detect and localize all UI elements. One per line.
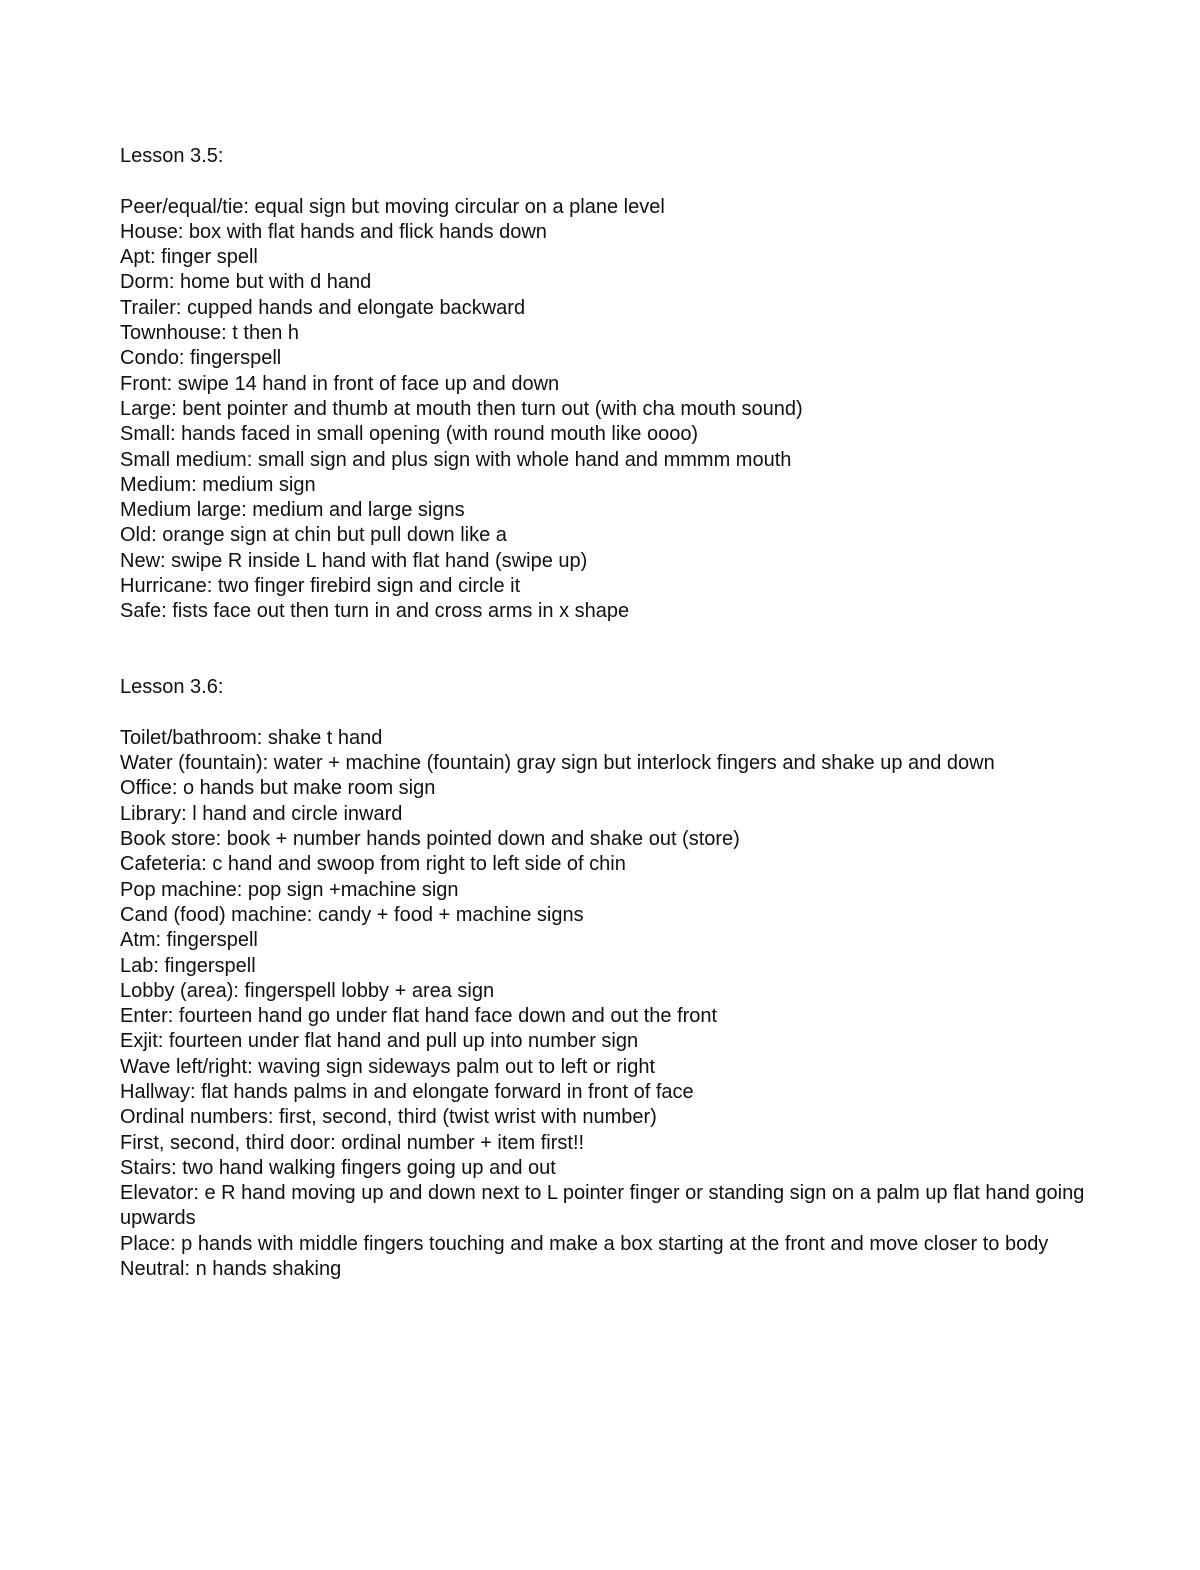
- entry-list: [120, 726, 1120, 1283]
- list-item: Elevator: e R hand moving up and down next to L pointer finger or standing sign on a palm up flat hand going upwards: [120, 1182, 1085, 1230]
- list-item: Old: orange sign at chin but pull down like a: [120, 524, 507, 547]
- list-item: Place: p hands with middle fingers touching and make a box starting at the front and move closer to body: [120, 1232, 1049, 1255]
- list-item: Stairs: two hand walking fingers going up and out: [120, 1156, 556, 1179]
- entry-list: [120, 195, 1120, 625]
- blank-line: [120, 169, 1120, 194]
- list-item: Toilet/bathroom: shake t hand: [120, 726, 383, 749]
- list-item: Apt: finger spell: [120, 246, 258, 269]
- list-item: Large: bent pointer and thumb at mouth then turn out (with cha mouth sound): [120, 397, 803, 420]
- list-item: Ordinal numbers: first, second, third (twist wrist with number): [120, 1106, 657, 1129]
- list-item: Trailer: cupped hands and elongate backward: [120, 296, 526, 319]
- list-item: Cafeteria: c hand and swoop from right to left side of chin: [120, 853, 626, 876]
- list-item: Neutral: n hands shaking: [120, 1258, 342, 1281]
- lesson-section: [120, 144, 1120, 625]
- list-item: Medium: medium sign: [120, 473, 316, 496]
- list-item: Peer/equal/tie: equal sign but moving circular on a plane level: [120, 195, 665, 218]
- list-item: Book store: book + number hands pointed down and shake out (store): [120, 828, 740, 851]
- list-item: Wave left/right: waving sign sideways palm out to left or right: [120, 1055, 656, 1078]
- list-item: Condo: fingerspell: [120, 347, 282, 370]
- list-item: Hallway: flat hands palms in and elongate forward in front of face: [120, 1080, 694, 1103]
- blank-line: [120, 701, 1120, 726]
- list-item: First, second, third door: ordinal number + item first!!: [120, 1131, 585, 1154]
- list-item: Exjit: fourteen under flat hand and pull up into number sign: [120, 1030, 639, 1053]
- list-item: Cand (food) machine: candy + food + machine signs: [120, 903, 584, 926]
- document-page: [120, 144, 1120, 1282]
- list-item: Enter: fourteen hand go under flat hand face down and out the front: [120, 1005, 718, 1028]
- lesson-section: [120, 675, 1120, 1282]
- list-item: Front: swipe 14 hand in front of face up and down: [120, 372, 560, 395]
- list-item: Townhouse: t then h: [120, 322, 300, 345]
- list-item: Library: l hand and circle inward: [120, 802, 403, 825]
- blank-lines: [120, 625, 1120, 676]
- list-item: Office: o hands but make room sign: [120, 777, 436, 800]
- list-item: House: box with flat hands and flick hands down: [120, 220, 547, 243]
- list-item: Safe: fists face out then turn in and cross arms in x shape: [120, 600, 630, 623]
- list-item: Lobby (area): fingerspell lobby + area sign: [120, 979, 495, 1002]
- list-item: Atm: fingerspell: [120, 929, 258, 952]
- list-item: Small: hands faced in small opening (with round mouth like oooo): [120, 423, 699, 446]
- list-item: Small medium: small sign and plus sign with whole hand and mmmm mouth: [120, 448, 792, 471]
- list-item: Dorm: home but with d hand: [120, 271, 372, 294]
- section-title: Lesson 3.6:: [120, 676, 224, 699]
- list-item: Lab: fingerspell: [120, 954, 256, 977]
- list-item: New: swipe R inside L hand with flat hand (swipe up): [120, 549, 588, 572]
- list-item: Medium large: medium and large signs: [120, 499, 465, 522]
- section-title: Lesson 3.5:: [120, 145, 224, 167]
- list-item: Water (fountain): water + machine (fountain) gray sign but interlock fingers and shake up and down: [120, 752, 995, 775]
- list-item: Hurricane: two finger firebird sign and circle it: [120, 575, 521, 598]
- list-item: Pop machine: pop sign +machine sign: [120, 878, 459, 901]
